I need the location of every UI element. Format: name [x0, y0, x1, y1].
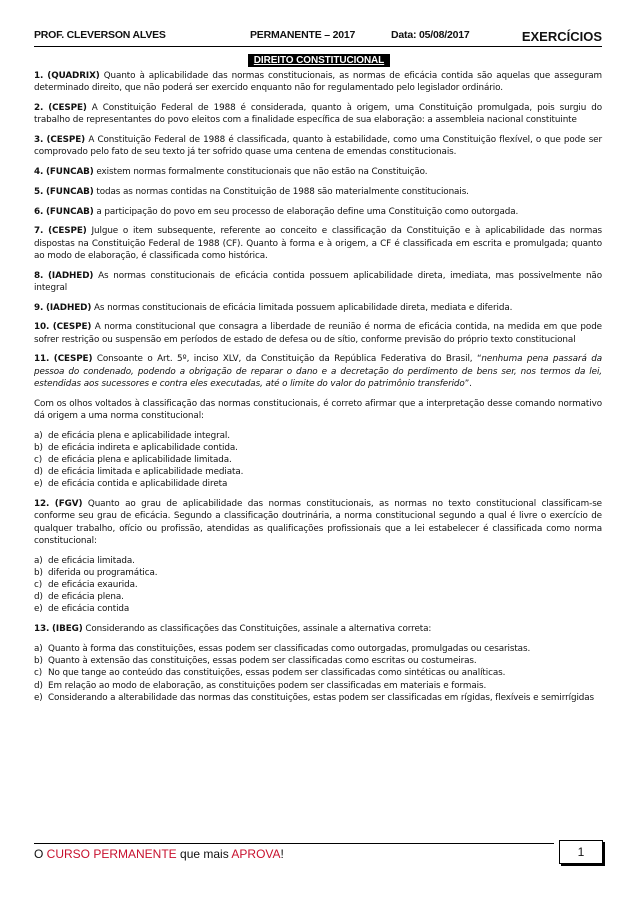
alternative-text: de eficácia plena.: [48, 592, 124, 603]
question-text: Considerando as classificações das Constituições, assinale a alternativa correta:: [82, 624, 432, 635]
question-text: As normas constitucionais de eficácia limitada possuem aplicabilidade direta, mediata e diferida.: [91, 302, 513, 313]
question-text: A norma constitucional que consagra a liberdade de reunião é norma de eficácia contida, na medida em que pode sofrer restrição ou suspensão em períodos de estado de defesa ou de sítio, conforme previsão do próprio texto constitucional: [34, 322, 602, 345]
alternative-item: [34, 555, 602, 567]
alternative-item: [34, 567, 602, 579]
question-12: [34, 498, 602, 547]
section-title-label: DIREITO CONSTITUCIONAL: [248, 54, 390, 67]
question-text: A Constituição Federal de 1988 é considerada, quanto à origem, uma Constituição promulgada, pois surgiu do trabalho de representantes do povo eleitos com a finalidade específica de sua elaboração: a assembleia nacional constituinte: [34, 103, 602, 126]
question-text: a participação do povo em seu processo de elaboração define uma Constituição como outorgada.: [93, 206, 519, 217]
alternative-text: No que tange ao conteúdo das constituições, essas podem ser classificadas como sintéticas ou analíticas.: [48, 668, 506, 679]
question-11-stem: Com os olhos voltados à classificação das normas constitucionais, é correto afirmar que a interpretação desse comando normativo dá origem a uma norma constitucional:: [34, 398, 602, 421]
alternative-text: Quanto à extensão das constituições, essas podem ser classificadas como escritas ou costumeiras.: [48, 656, 477, 667]
footer-course-highlight: CURSO PERMANENTE: [46, 847, 177, 861]
alternative-item: [34, 692, 602, 704]
question-number: 1.: [34, 71, 44, 81]
page-number: 1: [559, 840, 603, 864]
question-source: (CESPE): [53, 354, 93, 365]
question-13-alternatives: [34, 643, 602, 704]
question-6: [34, 206, 602, 218]
alternative-letter: d): [34, 467, 43, 478]
question-source: (CESPE): [52, 322, 92, 333]
alternative-text: diferida ou programática.: [48, 567, 158, 578]
alternative-item: [34, 680, 602, 692]
alternative-letter: e): [34, 604, 43, 615]
question-text: Quanto à aplicabilidade das normas constitucionais, as normas de eficácia contida são aquelas que asseguram determinado direito, que não poderá ser exercido enquanto não for regulamentado pelo legislador ordinário.: [34, 71, 602, 94]
alternative-letter: c): [34, 455, 43, 465]
alternative-item: [34, 655, 602, 667]
footer-prefix: O: [34, 847, 47, 861]
question-text: Consoante o Art. 5º, inciso XLV, da Constituição da República Federativa do Brasil, “: [92, 354, 482, 365]
question-number: 8.: [34, 270, 44, 281]
header-date: Data: 05/08/2017: [391, 29, 470, 41]
question-number: 9.: [34, 302, 44, 313]
question-source: (IADHED): [48, 270, 94, 281]
alternative-letter: b): [34, 567, 43, 578]
alternative-item: [34, 454, 602, 466]
footer-aprova-highlight: APROVA: [231, 847, 281, 861]
header-divider: [34, 46, 602, 47]
question-number: 12.: [34, 499, 50, 510]
alternative-text: Quanto à forma das constituições, essas podem ser classificadas como outorgadas, promulgadas ou cesaristas.: [48, 644, 531, 655]
alternative-letter: a): [34, 430, 43, 441]
teacher-name: PROF. CLEVERSON ALVES: [34, 29, 166, 41]
alternative-item: [34, 591, 602, 603]
question-source: (IBEG): [52, 624, 83, 635]
question-8: [34, 270, 602, 294]
question-source: (CESPE): [46, 135, 86, 145]
question-source: (CESPE): [48, 103, 87, 113]
question-number: 10.: [34, 322, 50, 333]
alternative-text: Em relação ao modo de elaboração, as constituições podem ser classificadas em materiais e formais.: [48, 680, 487, 691]
alternative-text: de eficácia indireta e aplicabilidade contida.: [48, 442, 238, 453]
alternative-text: de eficácia contida e aplicabilidade direta: [48, 479, 228, 490]
alternative-letter: c): [34, 580, 43, 591]
question-number: 5.: [34, 186, 44, 197]
question-text: A Constituição Federal de 1988 é classificada, quanto à estabilidade, como uma Constituição flexível, o que pode ser comprovado pelo fato de seu texto já ter sofrido quase uma centena de emendas constitucionais.: [34, 135, 603, 158]
question-number: 11.: [34, 354, 50, 365]
question-10: [34, 321, 602, 345]
footer-divider: [34, 843, 554, 844]
question-source: (FUNCAB): [45, 167, 94, 177]
question-number: 7.: [34, 226, 44, 237]
question-9: [34, 302, 602, 314]
header-title: EXERCÍCIOS: [521, 29, 602, 44]
footer-middle: que mais: [176, 847, 232, 861]
alternative-letter: e): [34, 479, 43, 490]
alternative-item: [34, 643, 602, 655]
alternative-letter: b): [34, 656, 43, 667]
question-text: existem normas formalmente constitucionais que não estão na Constituição.: [93, 167, 428, 177]
alternative-text: de eficácia contida: [48, 604, 130, 615]
question-text: Julgue o item subsequente, referente ao conceito e classificação da Constituição e à aplicabilidade das normas dispostas na Constituição Federal de 1988 (CF). Quanto à forma e à origem, a CF é classificada em escrita e promulgada; quanto ao modo de elaboração, é classificada como histórica.: [34, 226, 602, 261]
alternative-item: [34, 478, 602, 490]
question-7: [34, 225, 602, 262]
question-source: (FGV): [54, 499, 83, 510]
question-2: [34, 102, 602, 126]
question-text: todas as normas contidas na Constituição de 1988 são materialmente constitucionais.: [93, 186, 469, 197]
questions-content: [34, 70, 602, 712]
footer-suffix: !: [280, 847, 284, 861]
question-5: [34, 186, 602, 198]
question-text-end: ”.: [464, 378, 472, 389]
question-1: [34, 70, 602, 94]
question-number: 4.: [34, 167, 44, 177]
question-number: 6.: [34, 206, 44, 217]
question-source: (CESPE): [48, 226, 87, 237]
alternative-letter: c): [34, 668, 43, 679]
question-text: As normas constitucionais de eficácia contida possuem aplicabilidade direta, imediata, mas possivelmente não integral: [34, 270, 602, 293]
alternative-item: [34, 466, 602, 478]
question-source: (FUNCAB): [45, 186, 94, 197]
page-header: [34, 29, 602, 45]
alternative-text: de eficácia plena e aplicabilidade integral.: [48, 430, 230, 441]
question-number: 13.: [34, 624, 50, 635]
question-3: [34, 134, 602, 158]
alternative-item: [34, 579, 602, 591]
section-title: [0, 48, 638, 67]
course-name: PERMANENTE – 2017: [250, 29, 356, 41]
question-11: [34, 353, 602, 390]
alternative-text: Considerando a alterabilidade das normas das constituições, estas podem ser classificadas em rígidas, flexíveis e semirrígidas: [48, 692, 595, 703]
alternative-text: de eficácia exaurida.: [48, 580, 138, 591]
question-source: (QUADRIX): [47, 71, 100, 81]
footer-slogan: [34, 847, 284, 861]
alternative-letter: d): [34, 680, 43, 691]
alternative-item: [34, 442, 602, 454]
alternative-letter: b): [34, 442, 43, 453]
question-11-alternatives: [34, 430, 602, 491]
alternative-letter: d): [34, 592, 43, 603]
question-text: Quanto ao grau de aplicabilidade das normas constitucionais, as normas no texto constitucional classificam-se conforme seu grau de eficácia. Segundo a classificação doutrinária, a norma constitucional segundo a qual é livre o exercício de qualquer trabalho, ofício ou profissão, atendidas as qualificações profissionais que a lei estabelecer é classificada como norma constitucional:: [34, 499, 602, 546]
question-list: [34, 70, 602, 346]
alternative-item: [34, 430, 602, 442]
alternative-text: de eficácia plena e aplicabilidade limitada.: [48, 455, 232, 465]
question-12-alternatives: [34, 555, 602, 616]
alternative-text: de eficácia limitada.: [48, 555, 135, 566]
alternative-letter: a): [34, 555, 43, 566]
alternative-letter: a): [34, 644, 43, 655]
alternative-letter: e): [34, 692, 43, 703]
question-number: 3.: [34, 135, 44, 145]
question-4: [34, 166, 602, 178]
question-source: (IADHED): [45, 302, 92, 313]
question-quote: nenhuma pena passará da pessoa do condenado, podendo a obrigação de reparar o dano e a decretação do perdimento de bens ser, nos termos da lei, estendidas aos sucessores e contra eles executadas, até o limite do valor do patrimônio transferido: [34, 354, 602, 389]
question-source: (FUNCAB): [45, 206, 94, 217]
alternative-text: de eficácia limitada e aplicabilidade mediata.: [48, 467, 244, 478]
alternative-item: [34, 603, 602, 615]
question-number: 2.: [34, 103, 44, 113]
alternative-item: [34, 667, 602, 679]
question-13: [34, 623, 602, 635]
